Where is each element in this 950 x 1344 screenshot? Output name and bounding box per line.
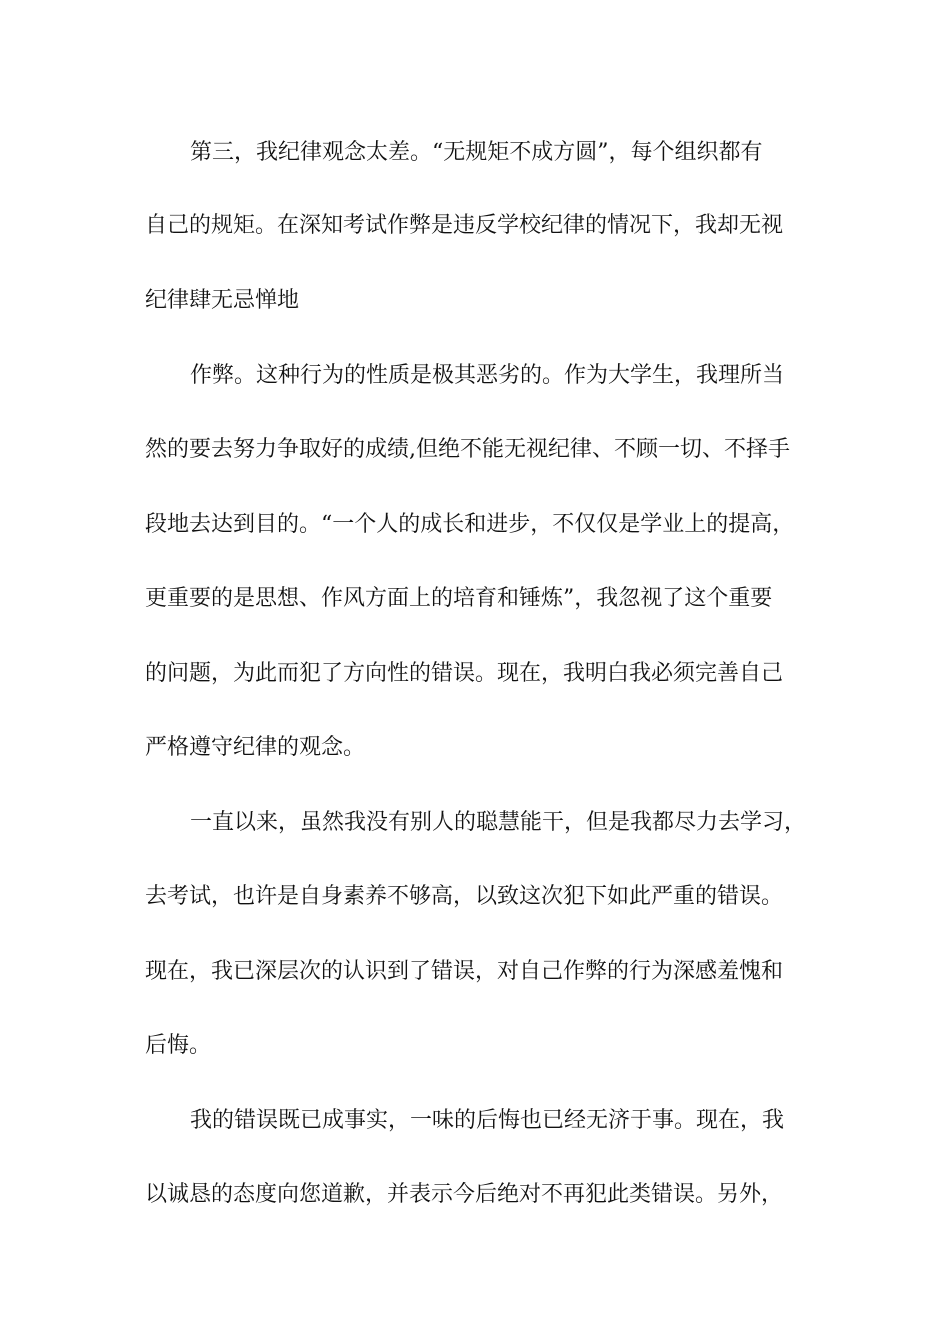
text-line: 后悔。 (145, 1033, 212, 1058)
text-line: 纪律肆无忌惮地 (145, 288, 300, 313)
text-line: 现在，我已深层次的认识到了错误，对自己作弊的行为深感羞愧和 (145, 959, 784, 984)
text-line: 自己的规矩。在深知考试作弊是违反学校纪律的情况下，我却无视 (145, 213, 784, 238)
text-line: 一直以来，虽然我没有别人的聪慧能干，但是我都尽力去学习， (190, 810, 807, 835)
text-line: 更重要的是思想、作风方面上的培育和锤炼”，我忽视了这个重要 (145, 586, 773, 611)
text-line: 段地去达到目的。“一个人的成长和进步，不仅仅是学业上的提高， (145, 512, 795, 537)
text-line: 然的要去努力争取好的成绩,但绝不能无视纪律、不顾一切、不择手 (145, 437, 790, 462)
text-line: 的问题，为此而犯了方向性的错误。现在，我明白我必须完善自己 (145, 661, 784, 686)
text-line: 第三，我纪律观念太差。“无规矩不成方圆”，每个组织都有 (190, 140, 763, 165)
text-line: 严格遵守纪律的观念。 (145, 735, 366, 760)
text-line: 去考试，也许是自身素养不够高，以致这次犯下如此严重的错误。 (145, 884, 784, 909)
text-line: 作弊。这种行为的性质是极其恶劣的。作为大学生，我理所当 (190, 363, 785, 388)
text-line: 以诚恳的态度向您道歉，并表示今后绝对不再犯此类错误。另外， (145, 1182, 784, 1207)
text-line: 我的错误既已成事实，一味的后悔也已经无济于事。现在，我 (190, 1108, 785, 1133)
